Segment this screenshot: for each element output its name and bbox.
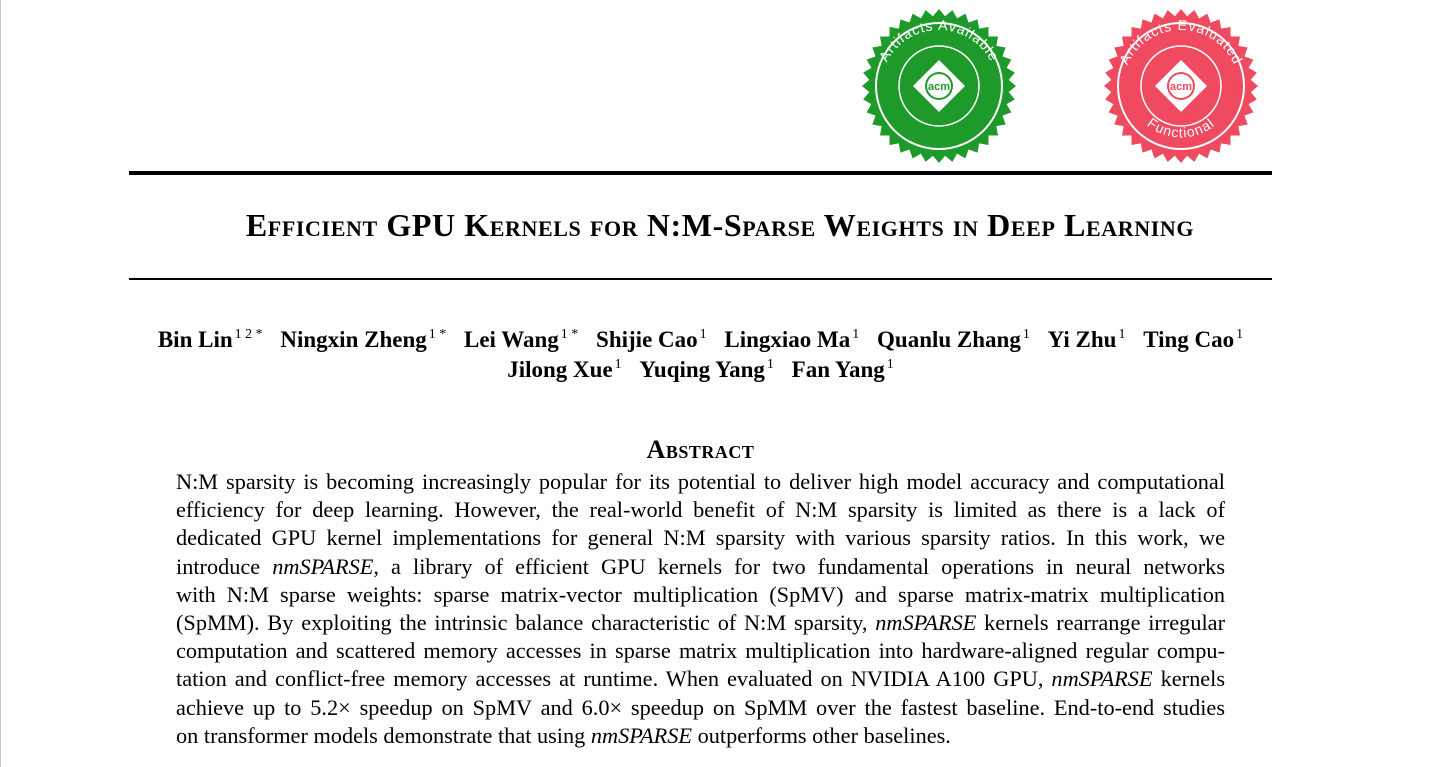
- abstract-text: achieve up to 5.2× speedup on SpMV and 6.0× speedup on SpMM over the fastest baseline. End-to-end studies: [176, 694, 1225, 720]
- abstract-line: [176, 553, 1225, 581]
- abstract-text: tation and conflict-free memory accesses at runtime. When evaluated on NVIDIA A100 GPU,: [176, 666, 1052, 692]
- paper-title: Efficient GPU Kernels for N:M-Sparse Weights in Deep Learning: [245, 207, 1195, 243]
- page-left-edge: [0, 0, 1, 767]
- abstract-text: efficiency for deep learning. However, the real-world benefit of N:M sparsity is limited as there is a lack of: [176, 497, 1225, 523]
- author-list-line-2: [0, 357, 1401, 383]
- author: Jilong Xue $^1$: [507, 357, 622, 382]
- artifacts-evaluated-text: Artifacts Evaluated: [1115, 16, 1247, 67]
- abstract-line: [176, 581, 1225, 609]
- abstract-line: [176, 524, 1225, 552]
- abstract-text: , a library of efficient GPU kernels for two fundamental operations in neural networks: [373, 553, 1226, 579]
- abstract-line: [176, 637, 1225, 665]
- author: Ningxin Zheng $^{1 *}$: [280, 327, 447, 352]
- author-list-line-1: [0, 327, 1401, 353]
- functional-text: Functional: [1144, 114, 1218, 141]
- author: Lingxiao Ma $^1$: [724, 327, 860, 352]
- svg-text:acm: acm: [927, 81, 951, 93]
- abstract-text: outperforms other baselines.: [692, 722, 951, 748]
- svg-text:acm: acm: [1169, 81, 1193, 93]
- library-name: nmSPARSE: [875, 610, 977, 636]
- library-name: nmSPARSE: [590, 722, 693, 748]
- abstract-text: (SpMM). By exploiting the intrinsic balance characteristic of N:M sparsity,: [176, 610, 876, 636]
- artifacts-available-text: Artifacts Available: [875, 16, 1003, 65]
- artifacts-evaluated-badge: [1103, 8, 1259, 164]
- abstract-text: kernels rearrange irregular: [976, 610, 1225, 636]
- abstract-text: kernels: [1152, 666, 1225, 692]
- abstract-text: with N:M sparse weights: sparse matrix-vector multiplication (SpMV) and sparse matrix-matrix multiplication: [176, 581, 1225, 607]
- author: Yi Zhu $^1$: [1047, 327, 1126, 352]
- library-name: nmSPARSE: [272, 553, 374, 579]
- library-name: nmSPARSE: [1051, 666, 1153, 692]
- abstract-text: introduce: [176, 553, 273, 579]
- abstract-text: N:M sparsity is becoming increasingly popular for its potential to deliver high model accuracy and computational: [176, 469, 1225, 494]
- abstract-line: [176, 694, 1225, 722]
- abstract-line: [176, 496, 1225, 524]
- author: Shijie Cao $^1$: [596, 327, 707, 352]
- abstract-line: [176, 468, 1225, 496]
- author: Lei Wang $^{1 *}$: [464, 327, 579, 352]
- abstract-line: [176, 722, 1225, 750]
- abstract-heading: Abstract: [646, 435, 755, 464]
- abstract-body: [176, 468, 1225, 750]
- author: Bin Lin $^{1 2 *}$: [157, 327, 263, 352]
- author: Fan Yang $^1$: [791, 357, 894, 382]
- author: Ting Cao $^1$: [1143, 327, 1244, 352]
- artifacts-available-badge: [861, 8, 1017, 164]
- abstract-line: [176, 609, 1225, 637]
- title-bottom-rule: [129, 278, 1272, 280]
- abstract-text: dedicated GPU kernel implementations for general N:M sparsity with various sparsity ratios. In this work, we: [176, 525, 1225, 551]
- title-top-rule: [129, 171, 1272, 175]
- abstract-text: computation and scattered memory accesses in sparse matrix multiplication into hardware-aligned regular compu-: [176, 638, 1225, 664]
- author: Yuqing Yang $^1$: [639, 357, 774, 382]
- abstract-line: [176, 665, 1225, 693]
- abstract-text: on transformer models demonstrate that using: [176, 722, 591, 748]
- author: Quanlu Zhang $^1$: [877, 327, 1030, 352]
